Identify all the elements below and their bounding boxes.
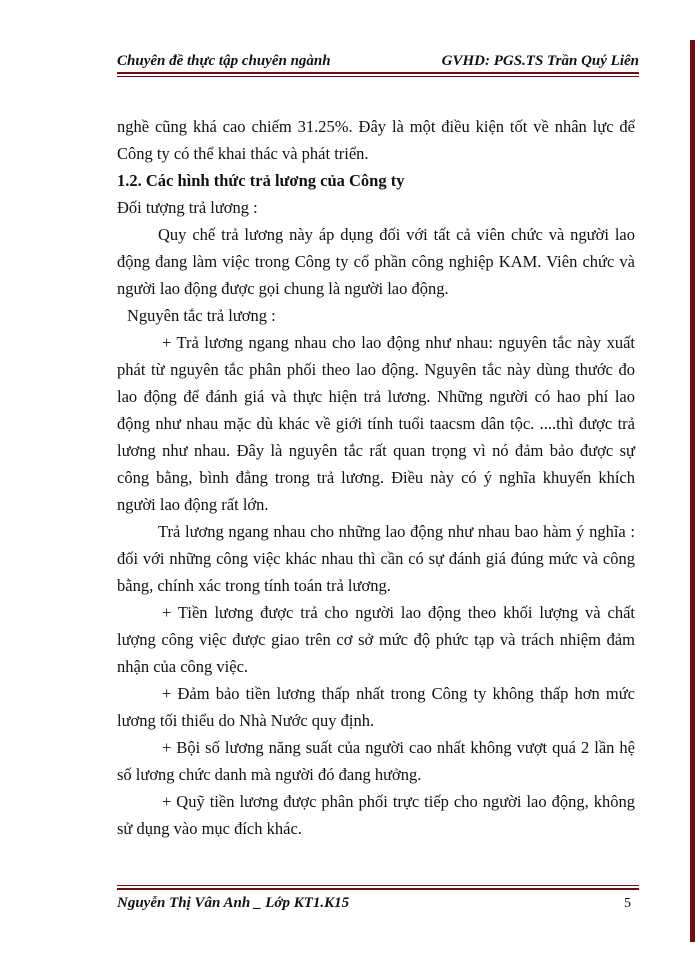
paragraph-workload-pay: + Tiền lương được trả cho người lao động theo khối lượng và chất lượng công việc được giao trên cơ sở mức độ phức tạp và trách nhiệm đảm nhận của công việc. (117, 603, 635, 676)
document-body (117, 113, 635, 842)
paragraph-equal-pay-meaning: Trả lương ngang nhau cho những lao động như nhau bao hàm ý nghĩa : đối với những công việc khác nhau thì cần có sự đánh giá đúng mức và công bằng, chính xác trong tính toán trả lương. (117, 522, 635, 595)
paragraph-regulation: Quy chế trả lương này áp dụng đối với tất cả viên chức và người lao động đang làm việc trong Công ty cổ phần công nghiệp KAM. Viên chức và người lao động được gọi chung là người lao động. (117, 225, 635, 298)
header-left: Chuyên đề thực tập chuyên ngành (117, 53, 331, 69)
paragraph-equal-pay: + Trả lương ngang nhau cho lao động như nhau: nguyên tắc này xuất phát từ nguyên tắc phân phối theo lao động. Nguyên tắc này dùng thước đo lao động để đánh giá và thực hiện trả lương. Những người có hao phí lao động như nhau mặc dù khác về giới tính tuổi taacsm dân tộc. ....thì được trả lương như nhau. Đây là nguyên tắc rất quan trọng vì nó đảm bảo được sự công bằng, bình đẳng trong trả lương. Điều này có ý nghĩa khuyến khích người lao động rất lớn. (117, 333, 635, 514)
page-number: 5 (624, 896, 631, 911)
section-heading: 1.2. Các hình thức trả lương của Công ty (117, 171, 405, 190)
footer-rule-thin (117, 885, 639, 886)
paragraph-coefficient-limit: + Bội số lương năng suất của người cao nhất không vượt quá 2 lần hệ số lương chức danh mà người đó đang hưởng. (117, 738, 635, 784)
subheading-salary-principles: Nguyên tắc trả lương : (127, 306, 276, 325)
header-rule-thin (117, 76, 639, 77)
footer-rule (117, 888, 639, 890)
header-right: GVHD: PGS.TS Trần Quý Liên (441, 53, 639, 69)
footer-author: Nguyễn Thị Vân Anh _ Lớp KT1.K15 (117, 895, 350, 911)
paragraph-minimum-wage: + Đảm bảo tiền lương thấp nhất trong Công ty không thấp hơn mức lương tối thiểu do Nhà Nước quy định. (117, 684, 635, 730)
paragraph-continuation: nghề cũng khá cao chiếm 31.25%. Đây là một điều kiện tốt về nhân lực để Công ty có thể khai thác và phát triển. (117, 117, 635, 163)
paragraph-fund-distribution: + Quỹ tiền lương được phân phối trực tiếp cho người lao động, không sử dụng vào mục đích khác. (117, 792, 635, 838)
header-rule (117, 72, 639, 74)
subheading-salary-subject: Đối tượng trả lương : (117, 198, 258, 217)
